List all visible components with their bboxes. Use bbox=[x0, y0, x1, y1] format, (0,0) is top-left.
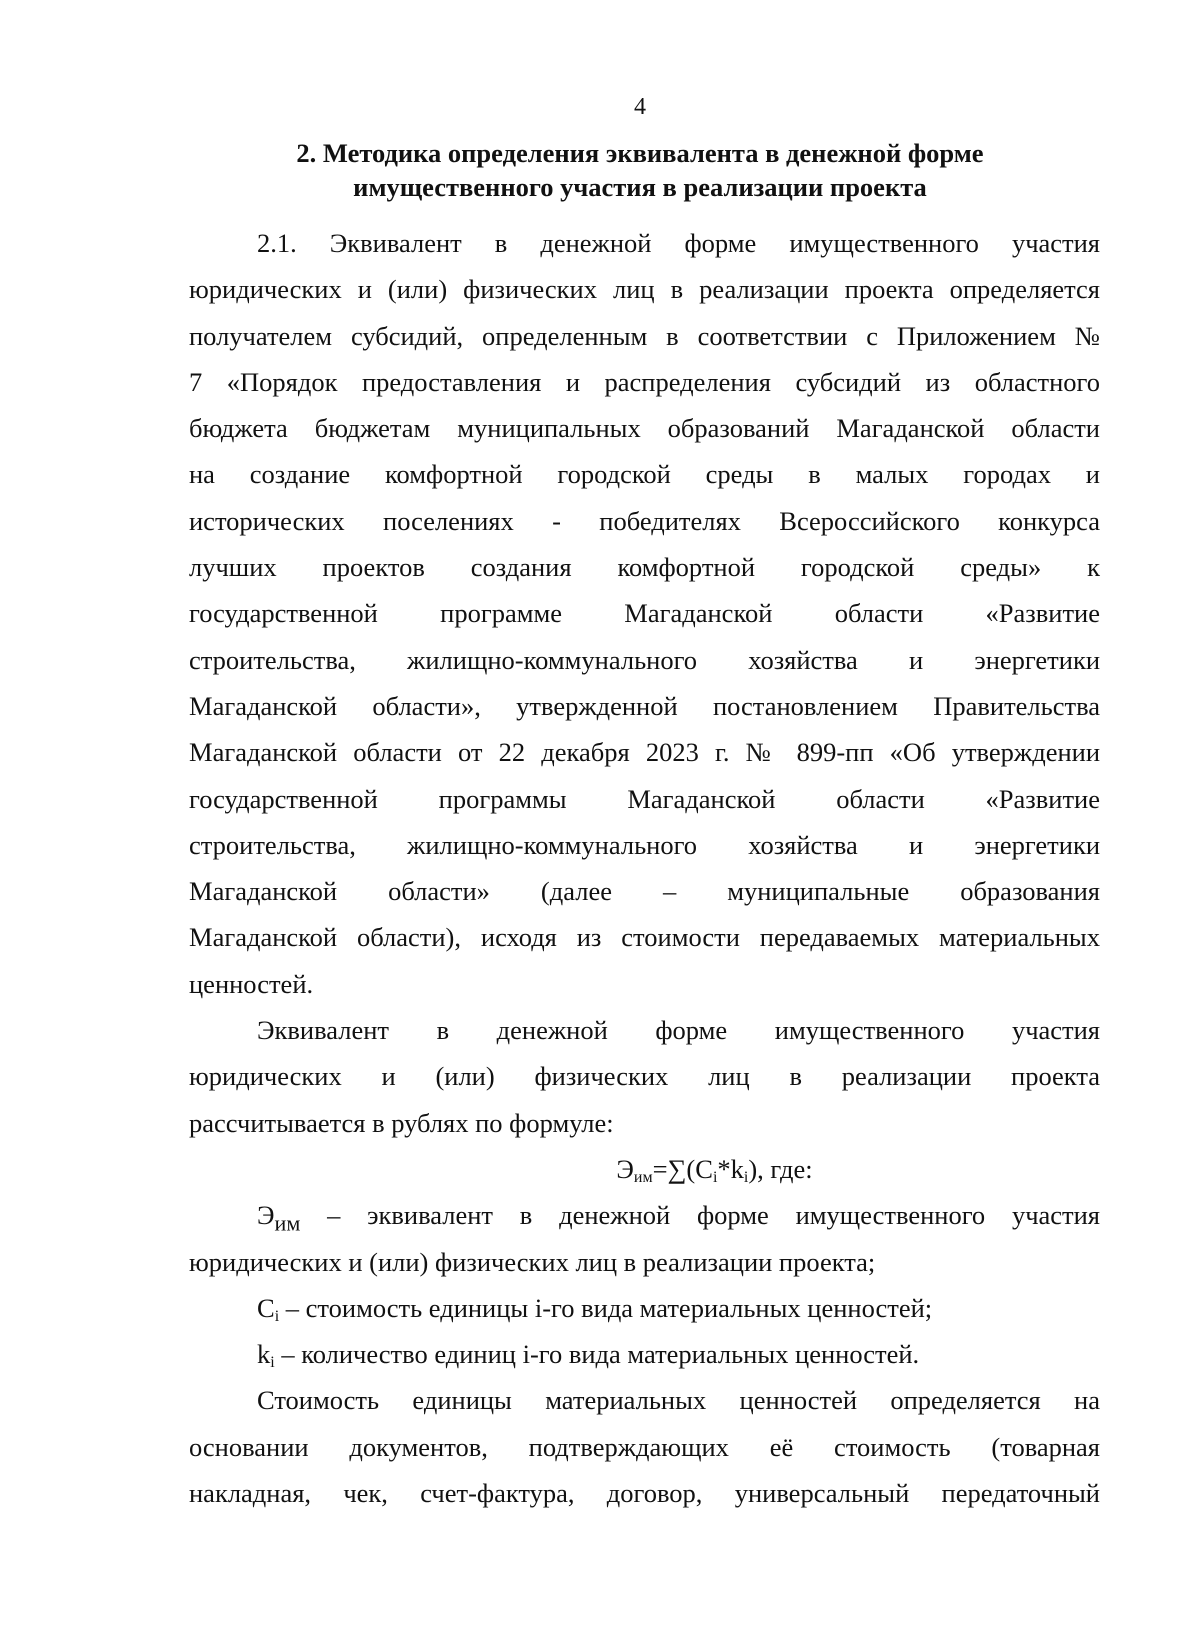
heading-line-1: 2. Методика определения эквивалента в денежной форме bbox=[296, 138, 984, 168]
text-line: получателем субсидий, определенным в соответствии с Приложением № bbox=[189, 320, 1100, 351]
text-line: $Э_{им}$ – эквивалент в денежной форме имущественного участия bbox=[257, 1200, 1100, 1236]
formula: $Э_{им}=\sum(C_i*k_i)$, где: bbox=[616, 1153, 813, 1186]
text-line: Эквивалент в денежной форме имущественного участия bbox=[257, 1015, 1100, 1046]
text-line: государственной программе Магаданской области «Развитие bbox=[189, 598, 1100, 629]
text-line: лучших проектов создания комфортной городской среды» к bbox=[189, 552, 1100, 583]
text-line: юридических и (или) физических лиц в реализации проекта; bbox=[189, 1246, 876, 1277]
text-line: Магаданской области от 22 декабря 2023 г. № 899-пп «Об утверждении bbox=[189, 737, 1100, 768]
text-line: основании документов, подтверждающих её стоимость (товарная bbox=[189, 1431, 1100, 1462]
text-line: юридических и (или) физических лиц в реализации проекта bbox=[189, 1061, 1100, 1092]
text-line: рассчитывается в рублях по формуле: bbox=[189, 1107, 614, 1138]
text-line: 2.1. Эквивалент в денежной форме имущественного участия bbox=[257, 228, 1100, 258]
paragraph-cost bbox=[189, 1377, 1100, 1516]
text-line: на создание комфортной городской среды в малых городах и bbox=[189, 459, 1100, 490]
text-line: строительства, жилищно-коммунального хозяйства и энергетики bbox=[189, 829, 1100, 860]
text-line: Магаданской области», утвержденной постановлением Правительства bbox=[189, 690, 1100, 721]
paragraph-2-1 bbox=[189, 220, 1100, 1007]
definition-e bbox=[189, 1192, 1100, 1285]
text-line: накладная, чек, счет-фактура, договор, универсальный передаточный bbox=[189, 1478, 1100, 1509]
text-line: юридических и (или) физических лиц в реализации проекта определяется bbox=[189, 274, 1100, 305]
text-line: ценностей. bbox=[189, 968, 314, 999]
definition-c: $C_i$ – стоимость единицы i-го вида материальных ценностей; bbox=[257, 1292, 933, 1325]
text-line: Стоимость единицы материальных ценностей определяется на bbox=[257, 1385, 1100, 1416]
page-number: 4 bbox=[634, 94, 646, 120]
text-line: государственной программы Магаданской области «Развитие bbox=[189, 783, 1100, 814]
text-line: Магаданской области), исходя из стоимости передаваемых материальных bbox=[189, 922, 1100, 953]
paragraph-equivalent bbox=[189, 1007, 1100, 1146]
heading-line-2: имущественного участия в реализации проекта bbox=[353, 172, 927, 202]
section-heading bbox=[180, 136, 1100, 204]
text-line: 7 «Порядок предоставления и распределения субсидий из областного bbox=[189, 366, 1100, 397]
text-line: строительства, жилищно-коммунального хозяйства и энергетики bbox=[189, 644, 1100, 675]
text-line: исторических поселениях - победителях Всероссийского конкурса bbox=[189, 505, 1100, 536]
document-body bbox=[189, 220, 1100, 1516]
text-line: Магаданской области» (далее – муниципальные образования bbox=[189, 876, 1100, 907]
definition-k: $k_i$ – количество единиц i-го вида материальных ценностей. bbox=[257, 1339, 920, 1372]
text-line: бюджета бюджетам муниципальных образований Магаданской области bbox=[189, 413, 1100, 444]
